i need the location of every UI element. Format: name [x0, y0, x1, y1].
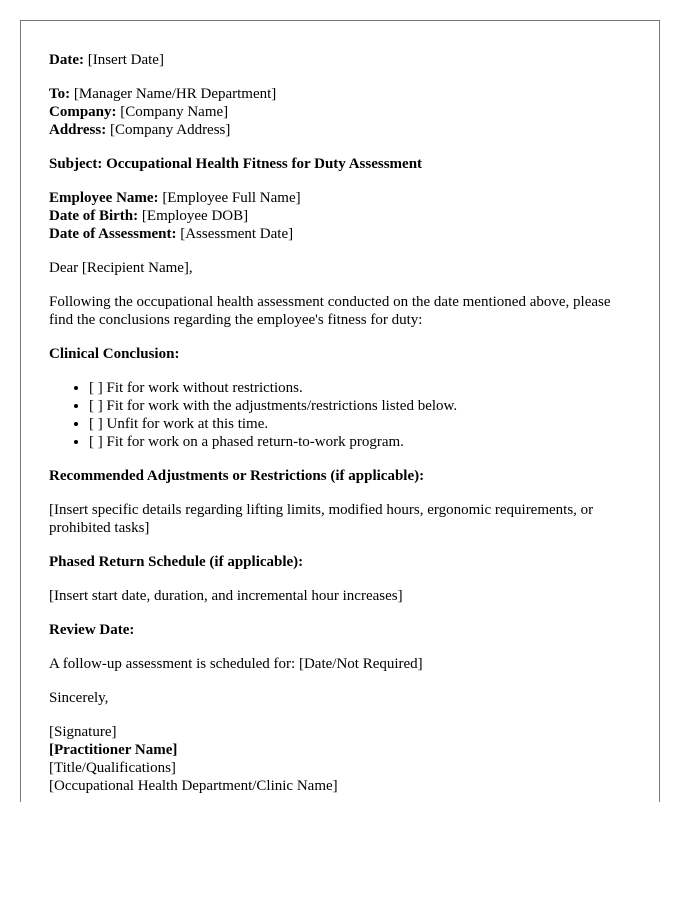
company-label: Company:	[49, 104, 117, 120]
date-line	[49, 51, 631, 69]
signature-placeholder: [Signature]	[49, 724, 117, 740]
dob-value: [Employee DOB]	[138, 208, 249, 224]
adjustments-text: [Insert specific details regarding lifting limits, modified hours, ergonomic requirements, or prohibited tasks]	[49, 502, 594, 536]
clinical-option: • [ ] Fit for work on a phased return-to-work program.	[89, 433, 631, 451]
clinical-option: • [ ] Fit for work without restrictions.	[89, 379, 631, 397]
address-label: Address:	[49, 122, 107, 138]
subject-line	[49, 155, 631, 173]
employee-name-label: Employee Name:	[49, 190, 159, 206]
subject-text: Subject: Occupational Health Fitness for Duty Assessment	[49, 156, 423, 172]
intro-paragraph: Following the occupational health assessment conducted on the date mentioned above, please find the conclusions regarding the employee's fitness for duty:	[49, 294, 611, 328]
address-value: [Company Address]	[106, 122, 231, 138]
phased-heading	[49, 553, 631, 571]
closing: Sincerely,	[49, 690, 109, 706]
practitioner-name: [Practitioner Name]	[49, 742, 178, 758]
employee-block	[49, 189, 631, 243]
clinical-option: • [ ] Fit for work with the adjustments/restrictions listed below.	[89, 397, 631, 415]
department-name: [Occupational Health Department/Clinic Name]	[49, 778, 338, 794]
title-qualifications: [Title/Qualifications]	[49, 760, 176, 776]
review-heading-text: Review Date:	[49, 622, 135, 638]
clinical-options-list	[49, 379, 631, 451]
practitioner-name-line	[49, 741, 631, 759]
company-value: [Company Name]	[116, 104, 229, 120]
dob-label: Date of Birth:	[49, 208, 139, 224]
to-value: [Manager Name/HR Department]	[70, 86, 277, 102]
phased-text: [Insert start date, duration, and incremental hour increases]	[49, 588, 403, 604]
to-label: To:	[49, 86, 71, 102]
clinical-heading	[49, 345, 631, 363]
assessment-date-label: Date of Assessment:	[49, 226, 177, 242]
employee-name-value: [Employee Full Name]	[158, 190, 301, 206]
recipient-block	[49, 85, 631, 139]
phased-heading-text: Phased Return Schedule (if applicable):	[49, 554, 304, 570]
clinical-option: • [ ] Unfit for work at this time.	[89, 415, 631, 433]
assessment-date-value: [Assessment Date]	[176, 226, 294, 242]
salutation: Dear [Recipient Name],	[49, 260, 193, 276]
date-value: [Insert Date]	[83, 52, 164, 68]
clinical-heading-text: Clinical Conclusion:	[49, 346, 180, 362]
review-heading	[49, 621, 631, 639]
review-text: A follow-up assessment is scheduled for: [Date/Not Required]	[49, 656, 423, 672]
adjustments-heading-text: Recommended Adjustments or Restrictions (if applicable):	[49, 468, 425, 484]
date-label: Date:	[49, 52, 84, 68]
signature-block	[49, 723, 631, 795]
adjustments-heading	[49, 467, 631, 485]
letter-page	[20, 20, 660, 802]
